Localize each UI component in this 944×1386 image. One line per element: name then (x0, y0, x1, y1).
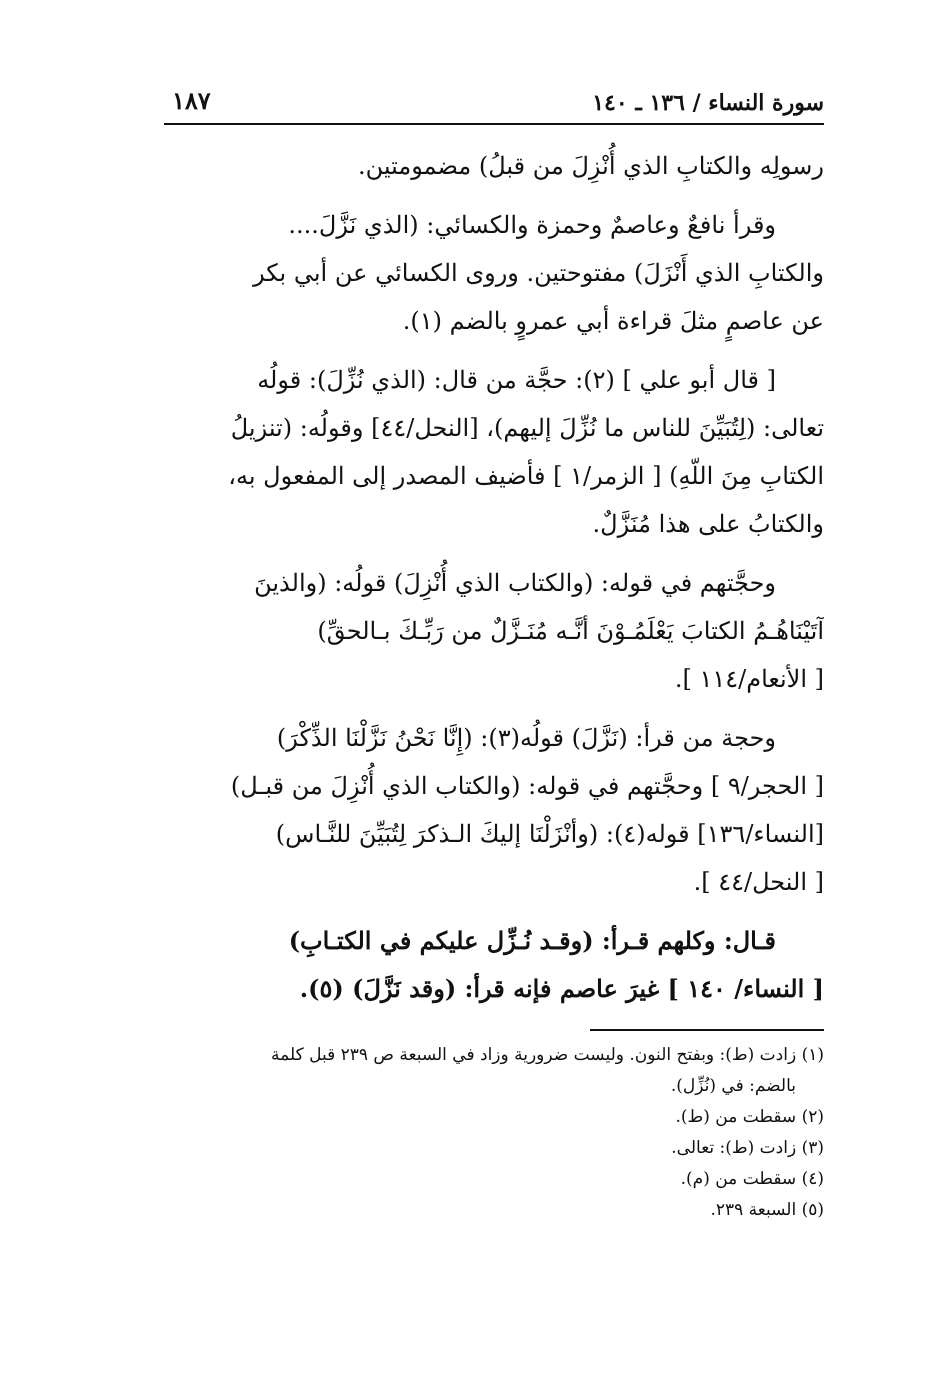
text-line: [ الأنعام/١١٤ ]. (674, 665, 824, 693)
footnote: (٥) السبعة ٢٣٩. (710, 1200, 824, 1220)
main-text (160, 142, 824, 1024)
text-line: تعالى: (لِتُبَيِّنَ للناس ما نُزِّلَ إليهم)، [النحل/٤٤] وقولُه: (تنزيلُ (230, 414, 824, 442)
paragraph-1 (160, 142, 824, 190)
text-line: عن عاصمٍ مثلَ قراءة أبي عمروٍ بالضم (١). (402, 307, 824, 335)
text-line: [ النحل/٤٤ ]. (693, 868, 824, 896)
text-line: [ الحجر/٩ ] وحجَّتهم في قوله: (والكتاب الذي أُنْزِلَ من قبـل) (230, 772, 824, 800)
footnote: (٢) سقطت من (ط). (675, 1107, 824, 1127)
text-line: [النساء/١٣٦] قوله(٤): (وأنْزَلْنَا إليكَ الـذكرَ لِتُبَيِّنَ للنَّـاس) (275, 820, 824, 848)
text-line: رسولِه والكتابِ الذي أُنْزِلَ من قبلُ) مضمومتين. (358, 152, 824, 180)
text-line: وحجَّتهم في قوله: (والكتاب الذي أُنْزِلَ) قولُه: (والذينَ (254, 569, 776, 597)
footnotes (150, 1040, 824, 1226)
text-line: [ قال أبو علي ] (٢): حجَّة من قال: (الذي نُزِّلَ): قولُه (257, 366, 776, 394)
text-line: [ النساء/ ١٤٠ ] غيرَ عاصم فإنه قرأ: (وقد نَزَّلَ) (٥). (299, 974, 824, 1003)
footnote-continuation: بالضم: في (نُزِّل). (670, 1076, 796, 1096)
text-line: قـال: وكلهم قـرأ: (وقـد نُـزِّل عليكم في الكتـابِ) (288, 926, 776, 955)
text-line: وحجة من قرأ: (نَزَّلَ) قولُه(٣): (إِنَّا نَحْنُ نَزَّلْنَا الذِّكْرَ) (276, 724, 776, 752)
footnote: (١) زادت (ط): وبفتح النون. وليست ضرورية وزاد في السبعة ص ٢٣٩ قبل كلمة (271, 1045, 824, 1065)
text-line: والكتابُ على هذا مُنَزَّلٌ. (592, 510, 824, 538)
paragraph-5 (160, 714, 824, 906)
footnote: (٣) زادت (ط): تعالى. (671, 1138, 824, 1158)
paragraph-6 (160, 917, 824, 1013)
paragraph-2 (160, 201, 824, 345)
footnote: (٤) سقطت من (م). (680, 1169, 824, 1189)
header-rule (164, 123, 824, 125)
text-line: وقرأ نافعٌ وعاصمٌ وحمزة والكسائي: (الذي نَزَّلَ.... (288, 211, 776, 239)
running-header (164, 84, 824, 124)
paragraph-4 (160, 559, 824, 703)
footnote-rule (590, 1029, 824, 1031)
text-line: والكتابِ الذي أَنْزَلَ) مفتوحتين. وروى الكسائي عن أبي بكر (253, 259, 824, 287)
text-line: آتَيْنَاهُـمُ الكتابَ يَعْلَمُـوْنَ أنَّـه مُنَـزَّلٌ من رَبِّـكَ بـالحقِّ) (317, 617, 824, 645)
text-line: الكتابِ مِنَ اللّهِ) [ الزمر/١ ] فأضيف المصدر إلى المفعول به، (228, 462, 824, 490)
paragraph-3 (160, 356, 824, 548)
page-number: ١٨٧ (172, 86, 211, 115)
running-title: سورة النساء / ١٣٦ ـ ١٤٠ (592, 90, 824, 116)
